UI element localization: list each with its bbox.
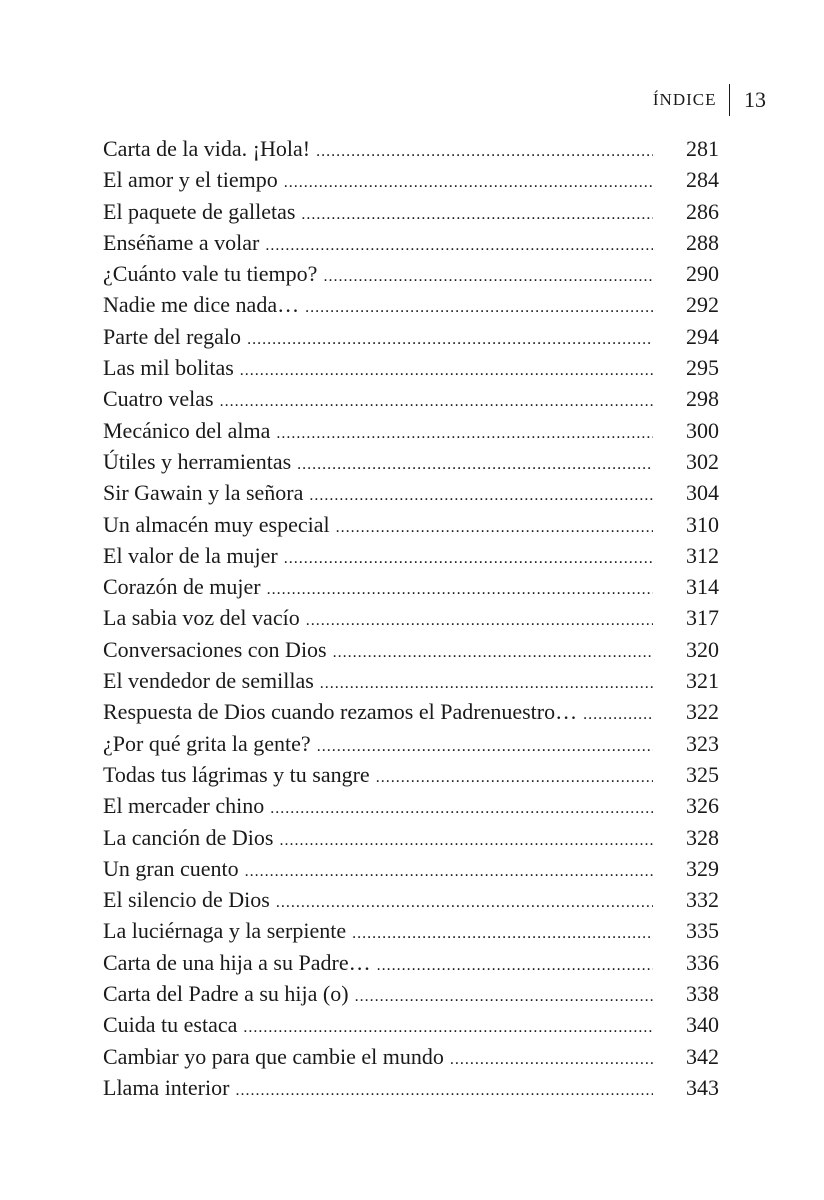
toc-entry-title: Respuesta de Dios cuando rezamos el Padrenuestro… [103, 699, 578, 725]
dot-leader [276, 887, 653, 918]
toc-entry [103, 602, 719, 633]
toc-entry [103, 1009, 719, 1040]
dot-leader [333, 637, 653, 668]
dot-leader [336, 512, 653, 543]
toc-entry [103, 446, 719, 477]
toc-entry-title: Sir Gawain y la señora [103, 480, 304, 506]
dot-leader [320, 668, 653, 699]
toc-entry [103, 790, 719, 821]
dot-leader [240, 355, 653, 386]
toc-entry [103, 1041, 719, 1072]
toc-entry [103, 164, 719, 195]
dot-leader [270, 793, 653, 824]
dot-leader [309, 480, 653, 511]
dot-leader [247, 324, 653, 355]
toc-entry-title: Todas tus lágrimas y tu sangre [103, 761, 370, 787]
toc-entry-title: La sabia voz del vacío [103, 605, 300, 631]
toc-entry [103, 540, 719, 571]
toc-entry-page: 338 [686, 981, 719, 1007]
dot-leader [235, 1075, 653, 1106]
toc-entry-page: 284 [686, 167, 719, 193]
dot-leader [284, 167, 653, 198]
toc-entry-page: 286 [686, 198, 719, 224]
toc-entry [103, 133, 719, 164]
toc-entry-title: El vendedor de semillas [103, 668, 314, 694]
dot-leader [376, 762, 653, 793]
toc-entry-title: Carta del Padre a su hija (o) [103, 981, 349, 1007]
dot-leader [265, 230, 653, 261]
toc-entry-title: Nadie me dice nada… [103, 292, 300, 318]
toc-entry [103, 696, 719, 727]
toc-entry-page: 317 [686, 605, 719, 631]
toc-entry-page: 298 [686, 386, 719, 412]
toc-entry [103, 289, 719, 320]
toc-entry-title: Un almacén muy especial [103, 511, 330, 537]
toc-entry-page: 321 [686, 668, 719, 694]
toc-entry [103, 665, 719, 696]
toc-entry-page: 292 [686, 292, 719, 318]
toc-entry [103, 477, 719, 508]
toc-entry-title: Enséñame a volar [103, 229, 260, 255]
dot-leader [245, 856, 653, 887]
toc-entry-page: 300 [686, 417, 719, 443]
toc-entry-title: Un gran cuento [103, 855, 239, 881]
toc-entry-title: La canción de Dios [103, 824, 274, 850]
toc-entry-page: 332 [686, 887, 719, 913]
toc-entry-page: 323 [686, 730, 719, 756]
toc-entry-page: 342 [686, 1043, 719, 1069]
toc-entry-page: 310 [686, 511, 719, 537]
toc-entry-page: 312 [686, 542, 719, 568]
toc-entry-page: 340 [686, 1012, 719, 1038]
toc-entry-page: 336 [686, 949, 719, 975]
toc-entry-title: ¿Cuánto vale tu tiempo? [103, 261, 318, 287]
toc-entry [103, 759, 719, 790]
toc-entry-title: Cambiar yo para que cambie el mundo [103, 1043, 444, 1069]
table-of-contents [103, 133, 719, 1103]
toc-entry-title: Corazón de mujer [103, 574, 261, 600]
toc-entry [103, 509, 719, 540]
toc-entry-page: 343 [686, 1074, 719, 1100]
dot-leader [450, 1044, 653, 1075]
toc-entry-page: 288 [686, 229, 719, 255]
dot-leader [377, 950, 653, 981]
toc-entry-page: 294 [686, 323, 719, 349]
dot-leader [284, 543, 653, 574]
toc-entry [103, 415, 719, 446]
dot-leader [352, 918, 653, 949]
dot-leader [220, 386, 653, 417]
toc-entry-page: 281 [686, 136, 719, 161]
dot-leader [323, 261, 653, 292]
toc-entry-page: 290 [686, 261, 719, 287]
toc-entry [103, 915, 719, 946]
toc-entry [103, 196, 719, 227]
toc-entry-title: La luciérnaga y la serpiente [103, 918, 347, 944]
toc-entry-title: Cuida tu estaca [103, 1012, 238, 1038]
toc-entry [103, 352, 719, 383]
toc-entry [103, 947, 719, 978]
toc-entry-page: 329 [686, 855, 719, 881]
page-number: 13 [744, 87, 766, 112]
toc-entry-title: Carta de la vida. ¡Hola! [103, 136, 311, 161]
toc-entry-page: 304 [686, 480, 719, 506]
dot-leader [276, 418, 653, 449]
toc-entry-title: Las mil bolitas [103, 355, 234, 381]
toc-entry-page: 295 [686, 355, 719, 381]
dot-leader [267, 574, 653, 605]
section-name: ÍNDICE [652, 90, 717, 109]
toc-entry [103, 728, 719, 759]
toc-entry [103, 822, 719, 853]
toc-entry-page: 322 [686, 699, 719, 725]
toc-entry-title: Parte del regalo [103, 323, 242, 349]
toc-entry [103, 258, 719, 289]
dot-leader [306, 605, 653, 636]
toc-entry [103, 383, 719, 414]
toc-entry-page: 326 [686, 793, 719, 819]
toc-entry [103, 571, 719, 602]
toc-entry-page: 325 [686, 761, 719, 787]
dot-leader [355, 981, 653, 1012]
toc-entry-title: El paquete de galletas [103, 198, 296, 224]
toc-entry-page: 314 [686, 574, 719, 600]
dot-leader [305, 292, 653, 323]
toc-entry [103, 884, 719, 915]
toc-entry [103, 321, 719, 352]
toc-entry-page: 320 [686, 636, 719, 662]
toc-entry-title: Mecánico del alma [103, 417, 271, 443]
running-head [653, 84, 766, 116]
dot-leader [317, 731, 653, 762]
toc-entry-title: El silencio de Dios [103, 887, 270, 913]
dot-leader [583, 699, 653, 730]
toc-entry-title: El amor y el tiempo [103, 167, 278, 193]
toc-entry [103, 978, 719, 1009]
toc-entry-page: 335 [686, 918, 719, 944]
toc-entry-title: Carta de una hija a su Padre… [103, 949, 371, 975]
toc-entry-title: Útiles y herramientas [103, 448, 292, 474]
dot-leader [243, 1012, 653, 1043]
toc-entry-title: El valor de la mujer [103, 542, 278, 568]
toc-entry [103, 853, 719, 884]
toc-entry-title: Llama interior [103, 1074, 230, 1100]
dot-leader [316, 136, 653, 167]
toc-entry-title: El mercader chino [103, 793, 265, 819]
dot-leader [297, 449, 653, 480]
dot-leader [279, 825, 653, 856]
toc-entry-title: Conversaciones con Dios [103, 636, 327, 662]
toc-entry [103, 227, 719, 258]
toc-entry [103, 634, 719, 665]
toc-entry-title: ¿Por qué grita la gente? [103, 730, 311, 756]
dot-leader [301, 199, 653, 230]
toc-entry [103, 1072, 719, 1103]
toc-entry-page: 328 [686, 824, 719, 850]
toc-entry-page: 302 [686, 448, 719, 474]
toc-entry-title: Cuatro velas [103, 386, 214, 412]
